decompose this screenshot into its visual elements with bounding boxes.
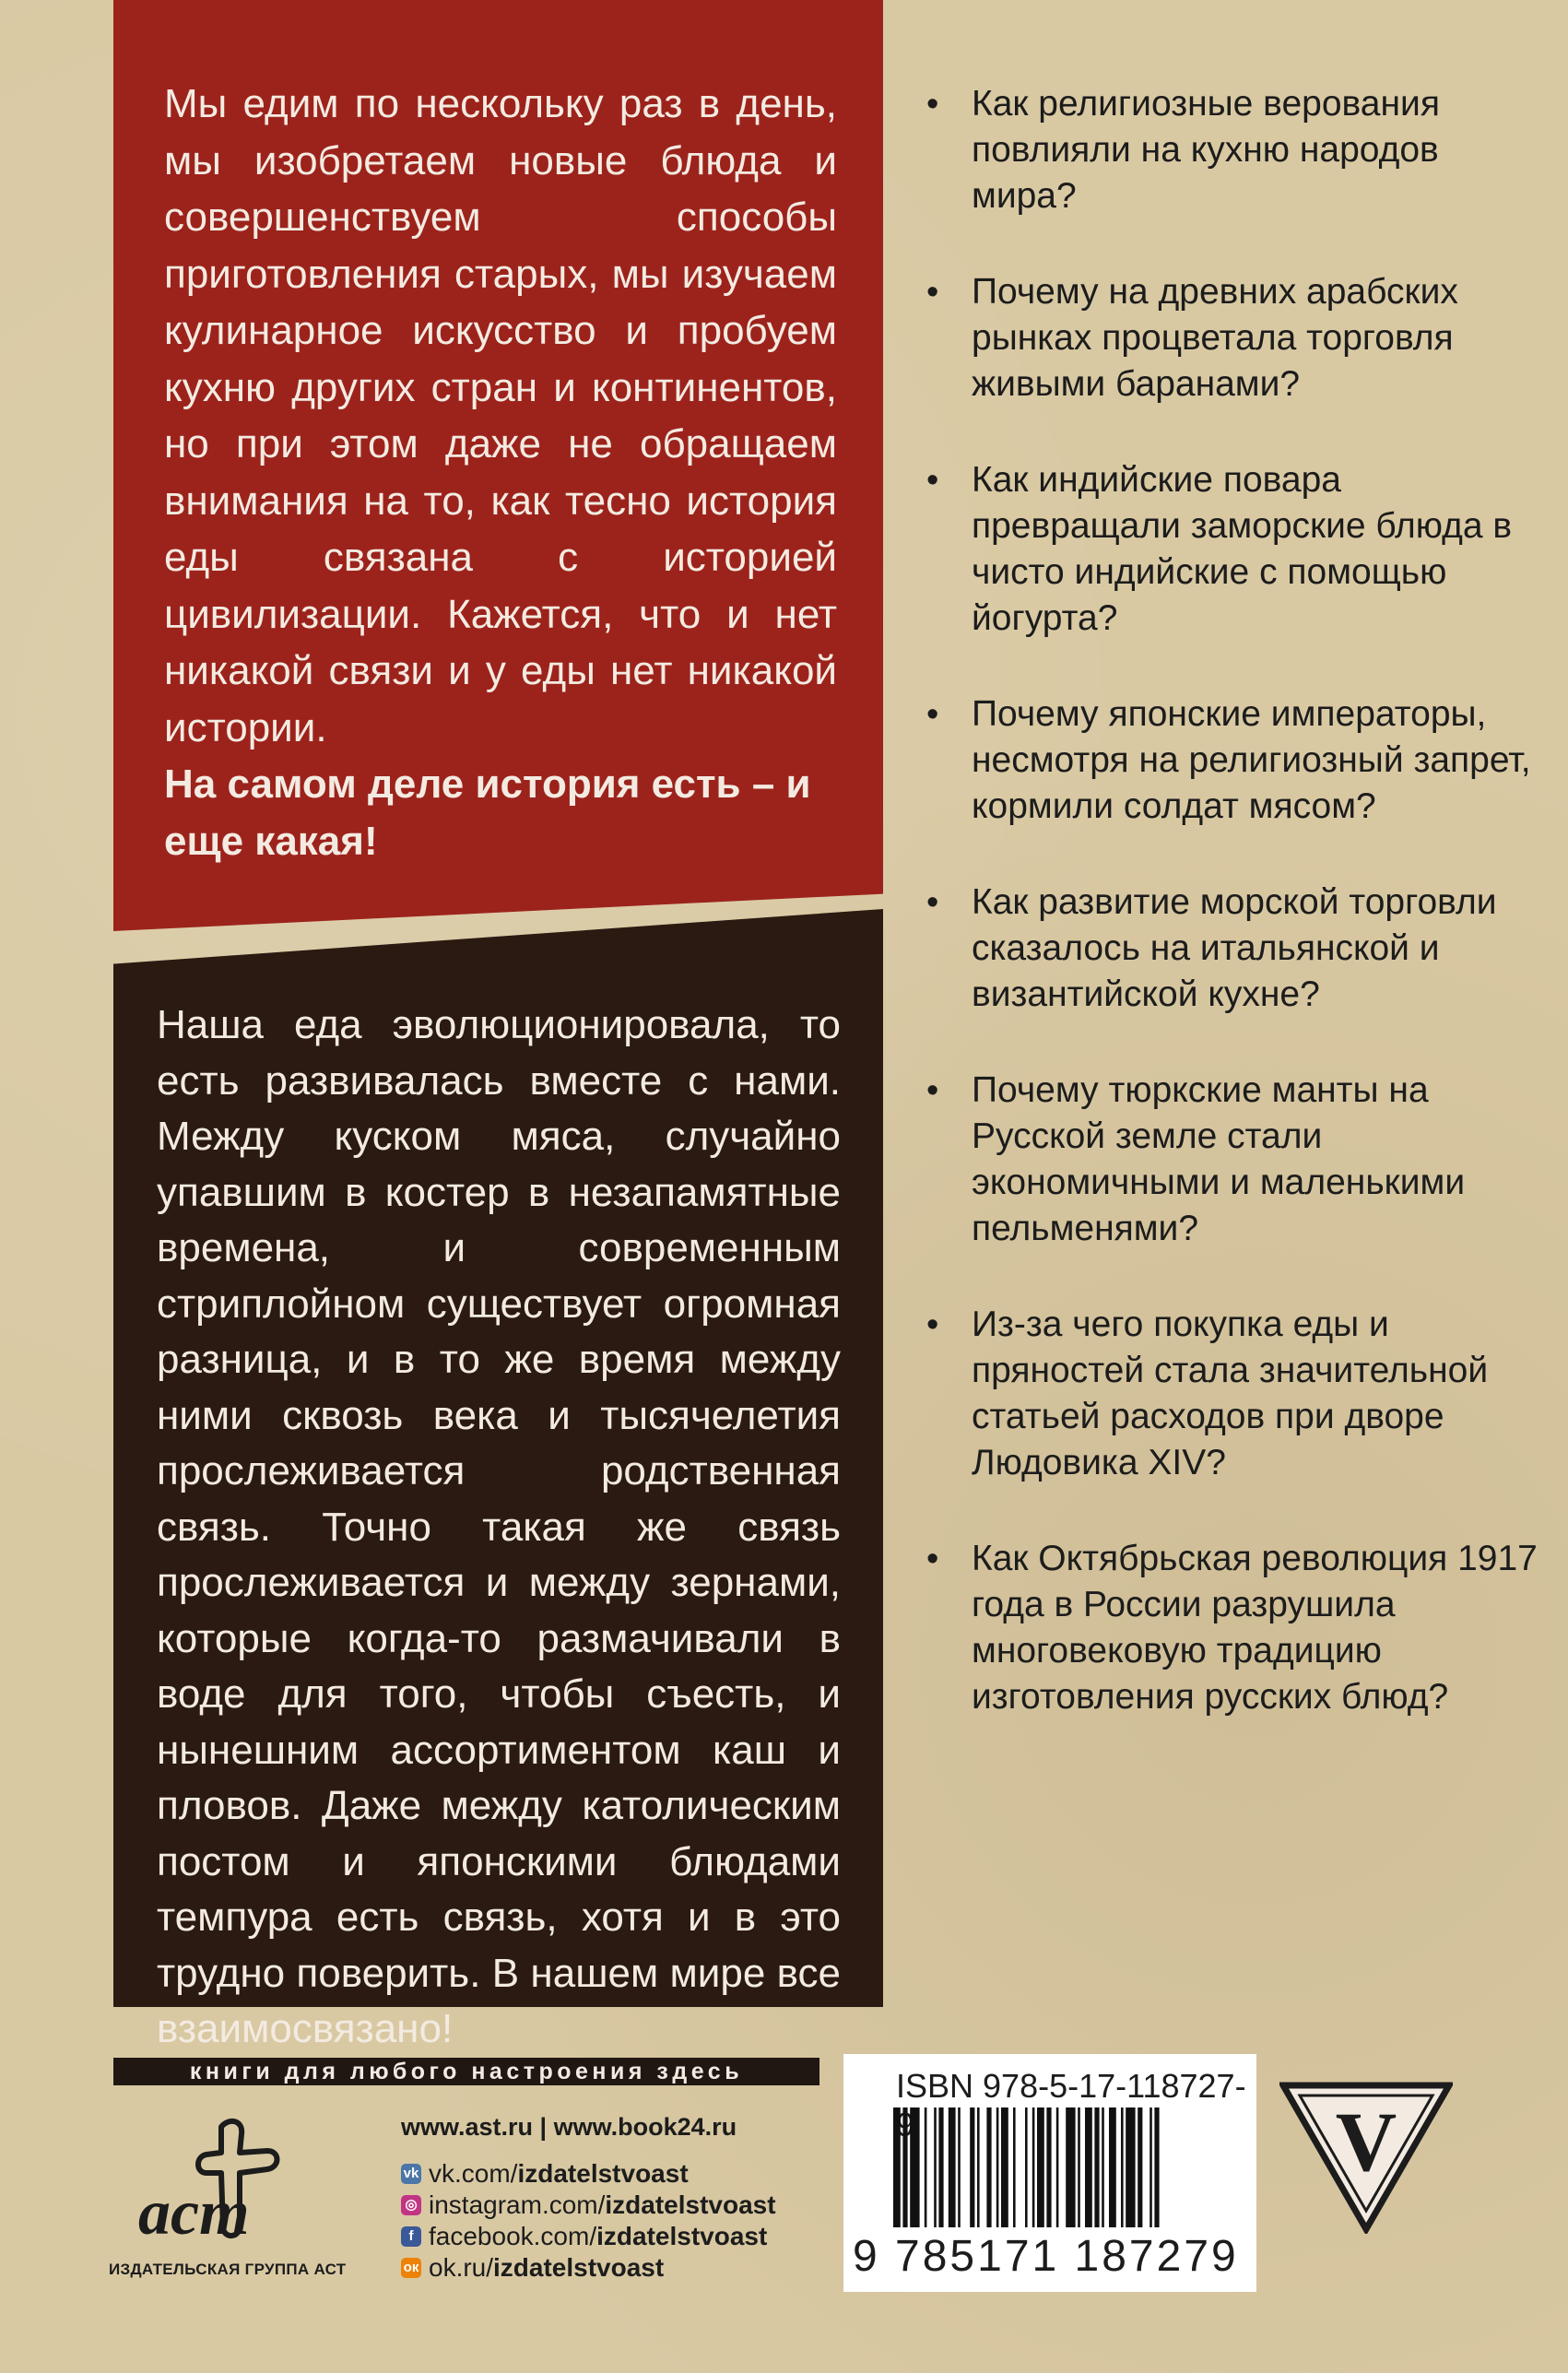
ast-logo bbox=[136, 2116, 284, 2249]
barcode-bar bbox=[1085, 2107, 1092, 2227]
barcode-bar bbox=[1094, 2107, 1099, 2227]
question-item: • Из-за чего покупка еды и пряностей стала значительной статьей расходов при дворе Людовика XIV? bbox=[917, 1302, 1553, 1486]
vk-icon: vk bbox=[401, 2164, 421, 2184]
barcode-bar bbox=[949, 2107, 956, 2227]
barcode-bar bbox=[938, 2107, 943, 2227]
question-list bbox=[917, 81, 1553, 1770]
barcode-bar bbox=[1138, 2107, 1142, 2227]
instagram-icon: ◎ bbox=[401, 2195, 421, 2215]
barcode-bar bbox=[1109, 2107, 1116, 2227]
barcode-bar bbox=[910, 2107, 919, 2227]
publisher-name: ИЗДАТЕЛЬСКАЯ ГРУППА АСТ bbox=[109, 2261, 347, 2278]
odnoklassniki-icon: ок bbox=[401, 2258, 421, 2278]
barcode-bar bbox=[1078, 2107, 1080, 2227]
social-handle: izdatelstvoast bbox=[596, 2222, 768, 2250]
barcode-bar bbox=[1025, 2107, 1028, 2227]
barcode-bar bbox=[1149, 2107, 1152, 2227]
intro-paragraph: Мы едим по нескольку раз в день, мы изобретаем новые блюда и совершенствуем способы приготовления старых, мы изучаем кулинарное искусство и пробуем кухню других стран и континентов, но при этом даже не обращаем внимания на то, как тесно история еды связана с историей цивилизации. Кажется, что и нет никакой связи и у еды нет никакой истории. bbox=[164, 81, 837, 750]
barcode-bar bbox=[977, 2107, 980, 2227]
age-mark-letter: V bbox=[1335, 2095, 1397, 2189]
barcode-bar bbox=[996, 2107, 999, 2227]
social-link-ok[interactable] bbox=[401, 2252, 664, 2284]
barcode-bar bbox=[934, 2107, 937, 2227]
isbn-barcode bbox=[843, 2054, 1256, 2292]
social-link-facebook[interactable] bbox=[401, 2221, 767, 2252]
barcode-bar bbox=[1126, 2107, 1135, 2227]
barcode-bar bbox=[1046, 2107, 1051, 2227]
barcode-bar bbox=[1056, 2107, 1059, 2227]
social-prefix: ok.ru/ bbox=[429, 2253, 494, 2282]
barcode-bar bbox=[970, 2107, 974, 2227]
barcode-bar bbox=[986, 2107, 991, 2227]
age-rating-triangle bbox=[1279, 2082, 1453, 2234]
barcode-bar bbox=[1013, 2107, 1016, 2227]
social-link-instagram[interactable] bbox=[401, 2190, 776, 2221]
websites-link[interactable]: www.ast.ru | www.book24.ru bbox=[401, 2113, 737, 2141]
facebook-icon: f bbox=[401, 2226, 421, 2247]
barcode-bar bbox=[1102, 2107, 1104, 2227]
question-item: • Как религиозные верования повлияли на кухню народов мира? bbox=[917, 81, 1553, 219]
social-handle: izdatelstvoast bbox=[605, 2190, 776, 2219]
barcode-bar bbox=[1032, 2107, 1035, 2227]
social-prefix: facebook.com/ bbox=[429, 2222, 597, 2250]
question-item: • Как развитие морской торговли сказалось на итальянской и византийской кухне? bbox=[917, 880, 1553, 1018]
barcode-digits: 9 785171 187279 bbox=[853, 2232, 1239, 2281]
social-handle: izdatelstvoast bbox=[517, 2159, 689, 2188]
barcode-bars bbox=[893, 2107, 1207, 2237]
tagline-bar: книги для любого настроения здесь bbox=[113, 2058, 819, 2085]
question-item: • Как индийские повара превращали заморские блюда в чисто индийские с помощью йогурта? bbox=[917, 457, 1553, 642]
question-item: • Почему на древних арабских рынках процветала торговля живыми баранами? bbox=[917, 269, 1553, 407]
question-item: • Почему тюркские манты на Русской земле стали экономичными и маленькими пельменями? bbox=[917, 1068, 1553, 1252]
barcode-bar bbox=[902, 2107, 907, 2227]
social-prefix: vk.com/ bbox=[429, 2159, 518, 2188]
isbn-text: ISBN 978-5-17-118727- bbox=[896, 2067, 1246, 2105]
logo-text: аст bbox=[138, 2178, 250, 2249]
barcode-bar bbox=[1121, 2107, 1124, 2227]
question-item: • Почему японские императоры, несмотря на религиозный запрет, кормили солдат мясом? bbox=[917, 691, 1553, 830]
barcode-bar bbox=[925, 2107, 927, 2227]
barcode-bar bbox=[958, 2107, 961, 2227]
social-prefix: instagram.com/ bbox=[429, 2190, 606, 2219]
question-item: • Как Октябрьская революция 1917 года в России разрушила многовековую традицию изготовления русских блюд? bbox=[917, 1536, 1553, 1720]
social-handle: izdatelstvoast bbox=[493, 2253, 665, 2282]
barcode-bar bbox=[1001, 2107, 1008, 2227]
barcode-bar bbox=[893, 2107, 901, 2227]
intro-bold-line: На самом деле история есть – и еще какая! bbox=[164, 761, 811, 864]
body-paragraph: Наша еда эволюционировала, то есть развивалась вместе с нами. Между куском мяса, случайно упавшим в костер в незапамятные времена, и современным стриплойном существует огромная разница, и в то же время между ними сквозь века и тысячелетия прослеживается родственная связь. Точно такая же связь прослеживается и между зернами, которые когда-то размачивали в воде для того, чтобы съесть, и нынешним ассортиментом каш и пловов. Даже между католическим постом и японскими блюдами темпура есть связь, хотя и в это трудно поверить. В нашем мире все взаимосвязано! bbox=[157, 1002, 841, 2051]
barcode-bar bbox=[1066, 2107, 1075, 2227]
intro-text bbox=[164, 76, 837, 869]
barcode-bar bbox=[1037, 2107, 1044, 2227]
barcode-bar bbox=[1154, 2107, 1159, 2227]
social-link-vk[interactable] bbox=[401, 2158, 689, 2190]
